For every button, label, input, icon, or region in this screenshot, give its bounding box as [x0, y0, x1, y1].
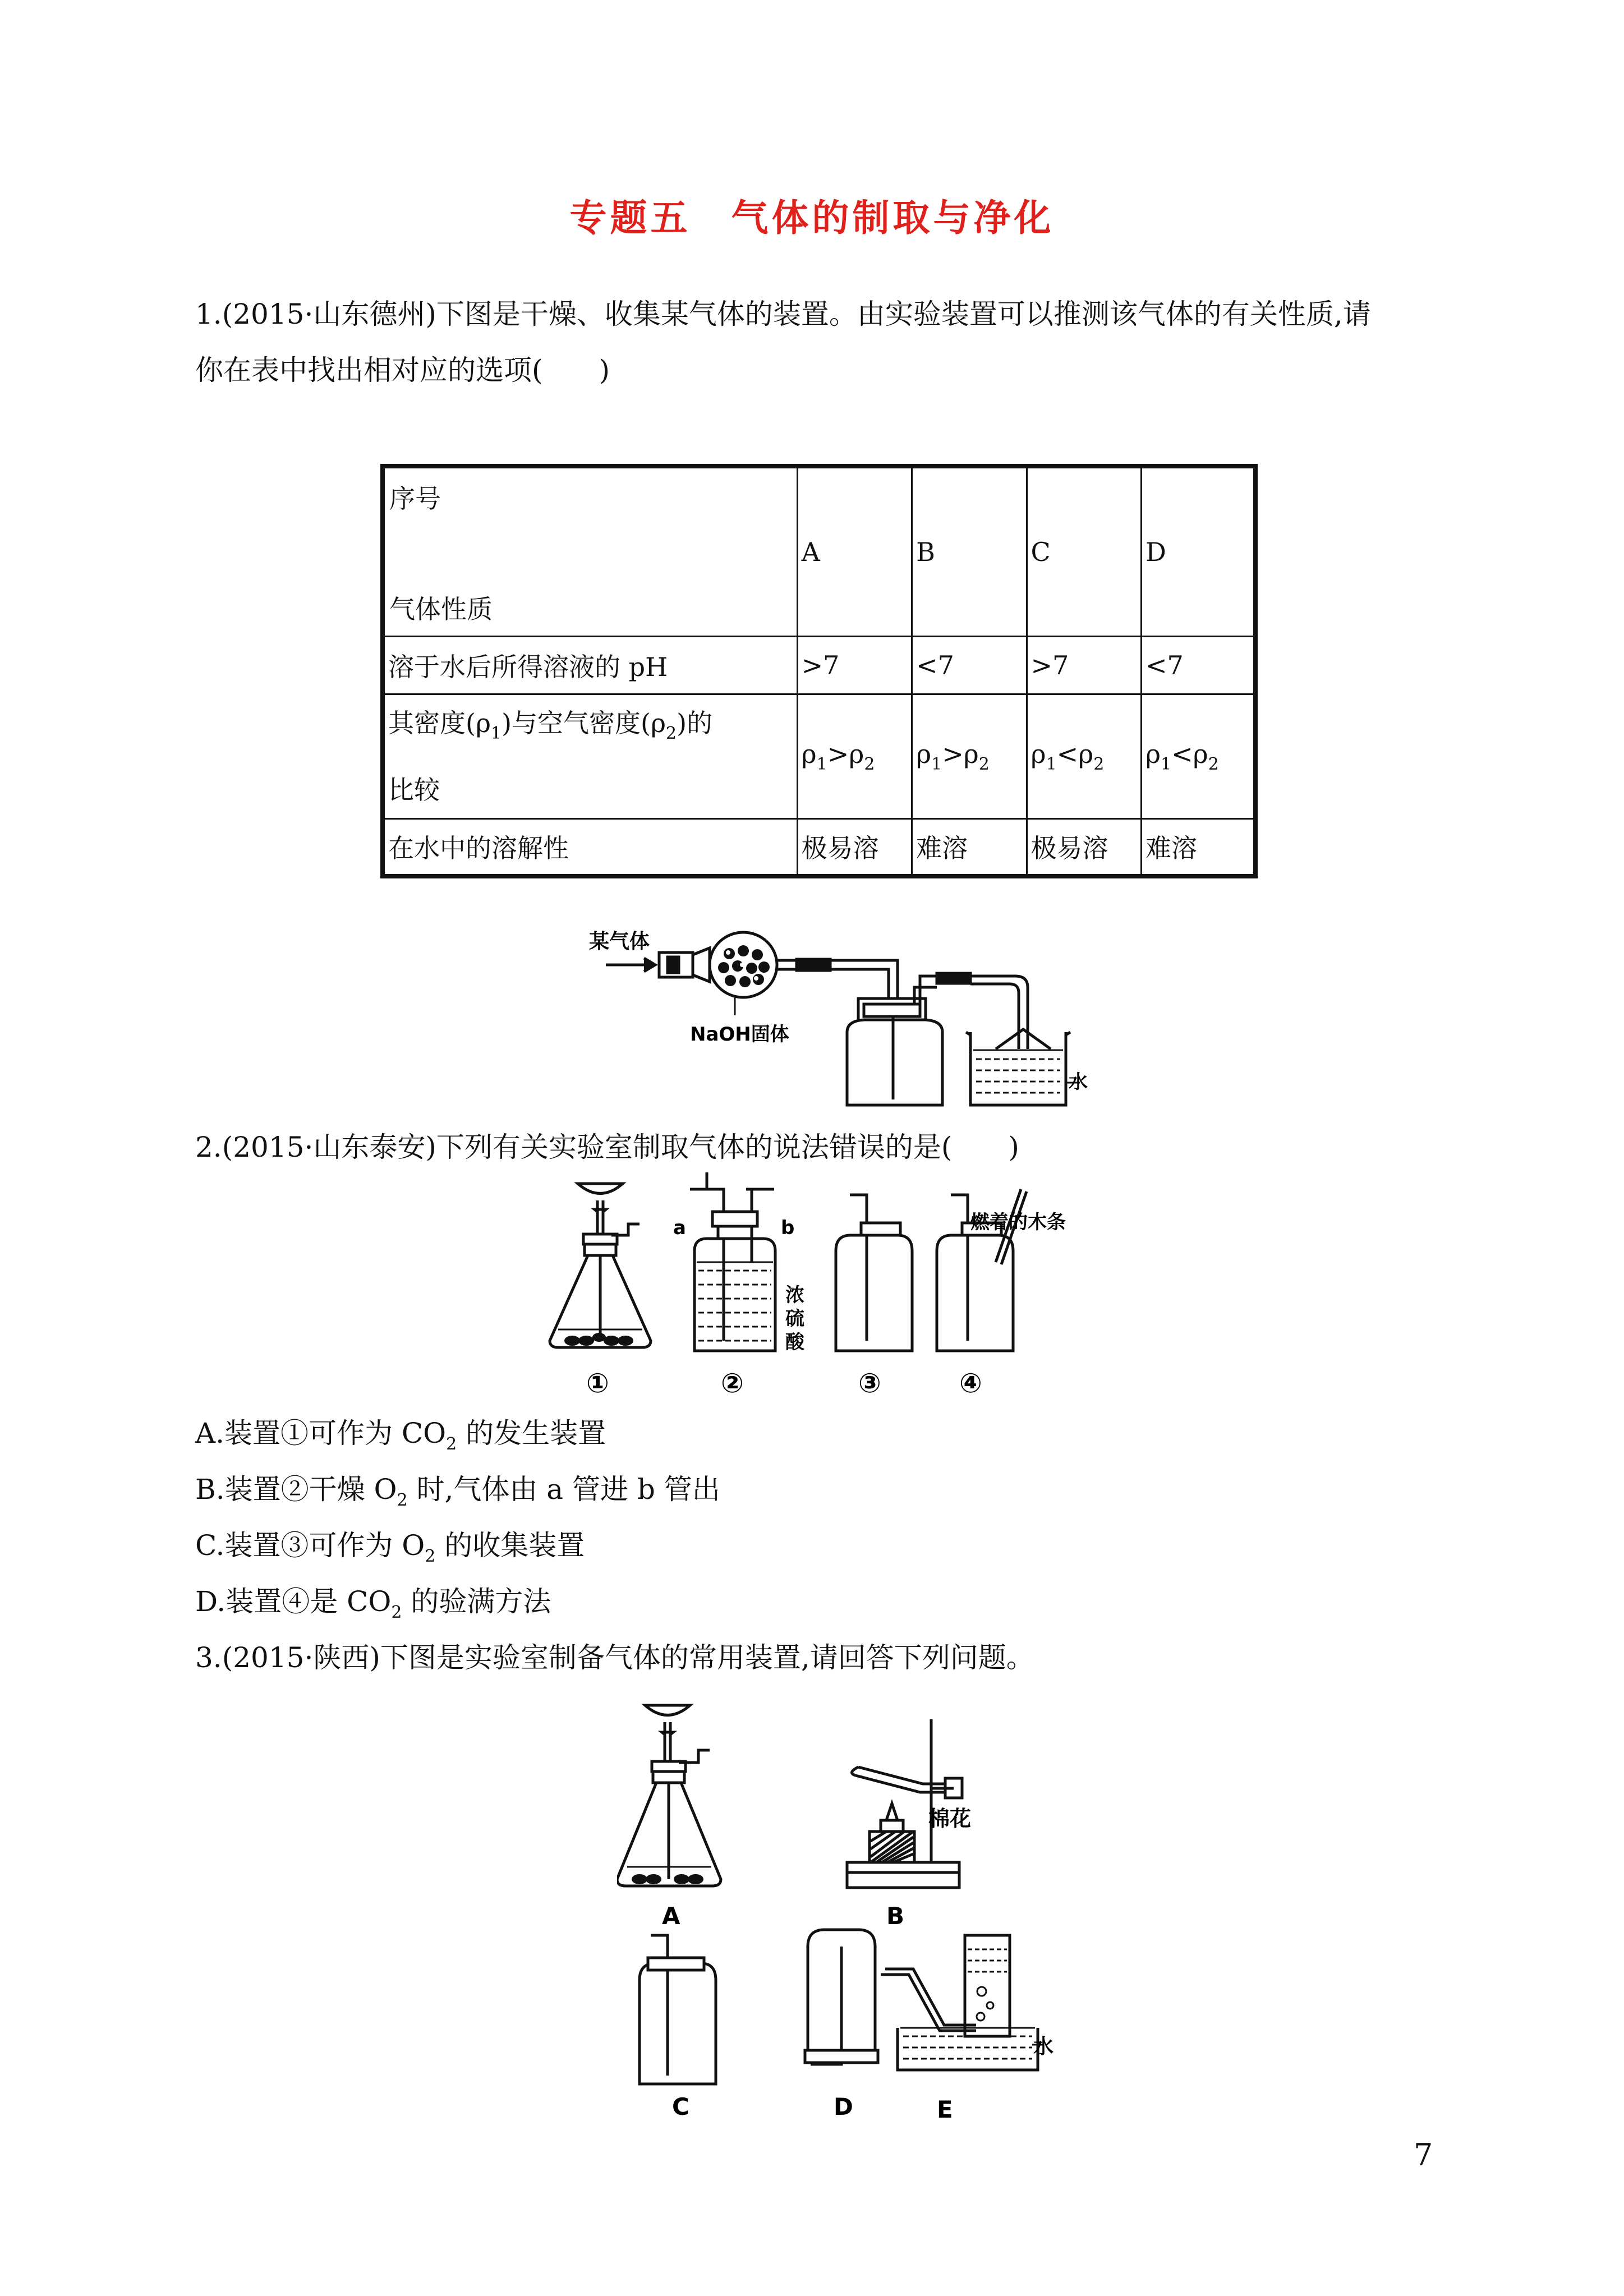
- q2-pipe-a-label: a: [673, 1217, 686, 1239]
- q2-stick-label: 燃着的木条: [970, 1211, 1066, 1234]
- q2-pipe-b-label: b: [781, 1217, 795, 1239]
- q2-option-a: A.装置①可作为 $CO_2$ 的发生装置: [195, 1417, 606, 1454]
- q2-option-b: B.装置②干燥 $O_2$ 时,气体由 a 管进 b 管出: [195, 1473, 720, 1510]
- q1-apparatus-figure: [583, 920, 1088, 1122]
- corner-bottom-label: 气体性质: [389, 594, 493, 624]
- cell-sol-c: 极易溶: [1027, 818, 1141, 876]
- col-header-d: D: [1141, 466, 1255, 636]
- cell-density-c: $\rho_1<\rho_2$: [1027, 694, 1141, 818]
- cell-ph-c: >7: [1027, 636, 1141, 694]
- cell-density-d: $\rho_1<\rho_2$: [1141, 694, 1255, 818]
- page-number: 7: [1414, 2137, 1433, 2173]
- q1-naoh-label: NaOH固体: [690, 1023, 789, 1046]
- table-row: [383, 818, 1255, 876]
- q2-option-d: D.装置④是 $CO_2$ 的验满方法: [195, 1585, 551, 1622]
- col-header-b: B: [912, 466, 1027, 636]
- q1-water-label: 水: [1069, 1071, 1088, 1093]
- q1-stem-line2: 你在表中找出相对应的选项( ): [195, 354, 610, 386]
- q2-num-2: ②: [721, 1368, 744, 1399]
- q1-gas-in-label: 某气体: [589, 930, 650, 953]
- col-header-c: C: [1027, 466, 1141, 636]
- row-label-solubility: 在水中的溶解性: [383, 818, 797, 876]
- col-header-a: A: [797, 466, 912, 636]
- cell-density-b: $\rho_1>\rho_2$: [912, 694, 1027, 818]
- cell-density-a: $\rho_1>\rho_2$: [797, 694, 912, 818]
- q2-acid-label-1: 浓: [785, 1284, 804, 1306]
- table-corner-cell: [383, 466, 797, 636]
- q3-label-b: B: [886, 1902, 905, 1930]
- table-row: [383, 694, 1255, 818]
- q3-stem: 3.(2015·陕西)下图是实验室制备气体的常用装置,请回答下列问题。: [195, 1641, 1034, 1674]
- q2-num-4: ④: [959, 1368, 982, 1399]
- corner-top-label: 序号: [389, 484, 441, 514]
- q2-option-c: C.装置③可作为 $O_2$ 的收集装置: [195, 1529, 585, 1566]
- cell-ph-b: <7: [912, 636, 1027, 694]
- cell-ph-a: >7: [797, 636, 912, 694]
- table-row: [383, 636, 1255, 694]
- q1-stem-line1: 1.(2015·山东德州)下图是干燥、收集某气体的装置。由实验装置可以推测该气体的有关性质,请: [195, 298, 1371, 330]
- row-label-ph: 溶于水后所得溶液的 pH: [383, 636, 797, 694]
- q2-acid-label-3: 酸: [785, 1331, 804, 1354]
- q3-apparatus-figure: [617, 1694, 1055, 2132]
- q2-num-1: ①: [586, 1368, 609, 1399]
- q3-cotton-label: 棉花: [928, 1806, 972, 1831]
- cell-sol-d: 难溶: [1141, 818, 1255, 876]
- cell-sol-b: 难溶: [912, 818, 1027, 876]
- page-title: 专题五 气体的制取与净化: [569, 196, 1055, 240]
- q3-water-label: 水: [1033, 2035, 1054, 2058]
- cell-ph-d: <7: [1141, 636, 1255, 694]
- cell-sol-a: 极易溶: [797, 818, 912, 876]
- q3-label-c: C: [672, 2093, 689, 2120]
- q2-acid-label-2: 硫: [785, 1308, 804, 1330]
- q2-apparatus-figure: [539, 1172, 1116, 1408]
- q3-label-e: E: [937, 2096, 953, 2123]
- q3-label-a: A: [662, 1902, 680, 1930]
- row-label-density: 其密度$(\rho_1)$与空气密度$(\rho_2)$的 比较: [383, 694, 797, 818]
- gas-properties-table: [380, 464, 1258, 878]
- q2-num-3: ③: [858, 1368, 881, 1399]
- q2-stem: 2.(2015·山东泰安)下列有关实验室制取气体的说法错误的是( ): [195, 1131, 1019, 1163]
- q3-label-d: D: [834, 2093, 853, 2120]
